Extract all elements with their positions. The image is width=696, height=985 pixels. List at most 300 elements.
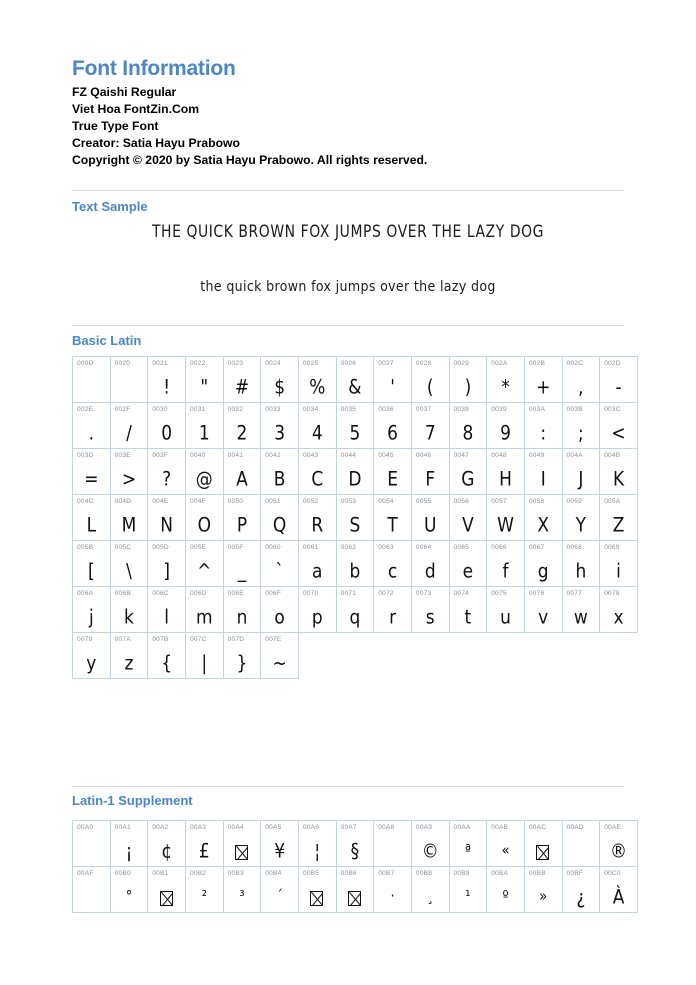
glyph-cell[interactable] — [261, 541, 299, 587]
glyph-cell[interactable] — [110, 541, 148, 587]
glyph-cell-empty — [600, 633, 638, 679]
glyph-cell[interactable] — [600, 867, 638, 913]
glyph-codepoint-label: 00A9 — [415, 824, 433, 831]
glyph-cell[interactable] — [336, 587, 374, 633]
glyph-codepoint-label: 006E — [227, 590, 244, 597]
glyph-preview: X — [537, 514, 550, 538]
glyph-cell[interactable] — [449, 403, 487, 449]
glyph-codepoint-label: 0067 — [528, 544, 545, 551]
glyph-cell[interactable] — [148, 495, 186, 541]
glyph-codepoint-label: 00C0 — [604, 870, 621, 877]
font-creator-line: Creator: Satia Hayu Prabowo — [72, 136, 240, 151]
glyph-cell[interactable] — [73, 633, 111, 679]
glyph-cell-empty — [411, 633, 449, 679]
glyph-preview: # — [234, 376, 250, 400]
glyph-cell[interactable] — [600, 821, 638, 867]
glyph-cell[interactable] — [298, 587, 336, 633]
glyph-cell[interactable] — [223, 867, 261, 913]
glyph-cell[interactable] — [411, 587, 449, 633]
glyph-cell[interactable] — [110, 449, 148, 495]
glyph-codepoint-label: 006D — [189, 590, 207, 597]
glyph-preview: " — [200, 376, 209, 400]
glyph-cell[interactable] — [73, 449, 111, 495]
glyph-cell[interactable] — [487, 403, 525, 449]
glyph-cell[interactable] — [562, 403, 600, 449]
glyph-cell[interactable] — [223, 821, 261, 867]
glyph-cell[interactable] — [562, 541, 600, 587]
glyph-codepoint-label: 0041 — [227, 452, 244, 459]
glyph-cell[interactable] — [73, 357, 111, 403]
glyph-codepoint-label: 00A6 — [302, 824, 320, 831]
glyph-cell[interactable] — [298, 357, 336, 403]
glyph-codepoint-label: 007E — [265, 636, 282, 643]
glyph-cell[interactable] — [374, 495, 412, 541]
glyph-preview: Q — [272, 514, 287, 538]
glyph-cell[interactable] — [524, 821, 562, 867]
glyph-preview: / — [126, 422, 132, 446]
glyph-cell[interactable] — [110, 403, 148, 449]
glyph-cell[interactable] — [148, 357, 186, 403]
glyph-preview: w — [573, 606, 588, 630]
glyph-codepoint-label: 0023 — [227, 360, 244, 367]
glyph-codepoint-label: 00B9 — [453, 870, 470, 877]
glyph-cell[interactable] — [374, 821, 412, 867]
glyph-cell[interactable] — [524, 403, 562, 449]
glyph-cell[interactable] — [336, 495, 374, 541]
glyph-cell[interactable] — [261, 633, 299, 679]
glyph-codepoint-label: 00BF — [566, 870, 584, 877]
glyph-cell[interactable] — [223, 357, 261, 403]
glyph-cell-empty — [298, 633, 336, 679]
glyph-codepoint-label: 00AC — [528, 824, 547, 831]
glyph-cell[interactable] — [562, 587, 600, 633]
glyph-cell[interactable] — [562, 449, 600, 495]
glyph-preview: · — [390, 888, 395, 906]
glyph-cell[interactable] — [411, 357, 449, 403]
glyph-codepoint-label: 002A — [491, 360, 508, 367]
glyph-cell[interactable] — [374, 541, 412, 587]
glyph-codepoint-label: 004C — [77, 498, 94, 505]
glyph-cell[interactable] — [298, 495, 336, 541]
glyph-cell[interactable] — [600, 403, 638, 449]
divider-basic-latin — [72, 325, 624, 326]
glyph-cell[interactable] — [487, 867, 525, 913]
glyph-table-latin1-supplement — [72, 820, 638, 913]
glyph-preview: º — [502, 888, 509, 906]
glyph-preview: y — [86, 652, 97, 676]
glyph-preview: ® — [610, 840, 628, 864]
glyph-cell[interactable] — [223, 449, 261, 495]
missing-glyph-icon — [310, 891, 323, 906]
glyph-preview: q — [349, 606, 361, 630]
glyph-table-row — [73, 867, 638, 913]
glyph-cell[interactable] — [110, 357, 148, 403]
glyph-codepoint-label: 004A — [566, 452, 583, 459]
glyph-cell[interactable] — [110, 495, 148, 541]
glyph-cell[interactable] — [298, 449, 336, 495]
glyph-cell[interactable] — [411, 867, 449, 913]
glyph-codepoint-label: 005B — [77, 544, 94, 551]
glyph-preview: H — [499, 468, 512, 492]
glyph-codepoint-label: 007D — [227, 636, 245, 643]
glyph-preview: * — [501, 376, 510, 400]
glyph-cell[interactable] — [73, 403, 111, 449]
glyph-cell[interactable] — [261, 403, 299, 449]
glyph-cell[interactable] — [449, 867, 487, 913]
glyph-codepoint-label: 00B3 — [227, 870, 244, 877]
glyph-cell[interactable] — [185, 587, 223, 633]
glyph-preview: p — [311, 606, 323, 630]
glyph-cell[interactable] — [73, 867, 111, 913]
glyph-cell[interactable] — [336, 867, 374, 913]
glyph-codepoint-label: 0047 — [453, 452, 470, 459]
glyph-cell[interactable] — [298, 403, 336, 449]
glyph-codepoint-label: 00A2 — [152, 824, 169, 831]
glyph-preview: § — [350, 840, 360, 864]
glyph-preview: 6 — [387, 422, 398, 446]
missing-glyph-icon — [348, 891, 361, 906]
glyph-cell[interactable] — [261, 357, 299, 403]
glyph-preview: Y — [575, 514, 587, 538]
glyph-cell[interactable] — [336, 821, 374, 867]
glyph-cell[interactable] — [487, 495, 525, 541]
glyph-preview: U — [424, 514, 437, 538]
glyph-cell[interactable] — [600, 541, 638, 587]
glyph-preview: { — [161, 652, 173, 676]
glyph-cell[interactable] — [411, 541, 449, 587]
glyph-cell[interactable] — [110, 587, 148, 633]
glyph-codepoint-label: 00B6 — [340, 870, 357, 877]
glyph-cell[interactable] — [223, 633, 261, 679]
glyph-preview: £ — [198, 840, 210, 864]
glyph-preview: B — [273, 468, 286, 492]
font-copyright-line: Copyright © 2020 by Satia Hayu Prabowo. All rights reserved. — [72, 153, 428, 168]
glyph-preview: S — [349, 514, 361, 538]
glyph-codepoint-label: 00B2 — [189, 870, 207, 877]
glyph-codepoint-label: 003A — [528, 406, 546, 413]
glyph-cell[interactable] — [600, 587, 638, 633]
glyph-cell[interactable] — [185, 449, 223, 495]
glyph-cell[interactable] — [261, 821, 299, 867]
glyph-cell[interactable] — [600, 357, 638, 403]
glyph-preview: G — [461, 468, 475, 492]
glyph-codepoint-label: 002F — [114, 406, 131, 413]
glyph-preview: z — [124, 652, 134, 676]
glyph-preview: ( — [426, 376, 434, 400]
glyph-cell[interactable] — [185, 357, 223, 403]
glyph-preview: 3 — [274, 422, 286, 446]
missing-glyph-icon — [160, 891, 173, 906]
glyph-preview: 1 — [198, 422, 210, 446]
glyph-preview: > — [121, 468, 137, 492]
glyph-cell[interactable] — [449, 541, 487, 587]
glyph-cell[interactable] — [374, 587, 412, 633]
glyph-preview: À — [612, 886, 625, 910]
glyph-cell[interactable] — [411, 449, 449, 495]
glyph-cell[interactable] — [223, 495, 261, 541]
glyph-cell[interactable] — [449, 449, 487, 495]
divider-text-sample — [72, 190, 624, 191]
glyph-cell[interactable] — [336, 357, 374, 403]
glyph-preview: @ — [195, 468, 213, 492]
glyph-cell[interactable] — [185, 403, 223, 449]
glyph-cell[interactable] — [374, 357, 412, 403]
glyph-codepoint-label: 005A — [604, 498, 621, 505]
glyph-codepoint-label: 00A4 — [227, 824, 244, 831]
glyph-preview: e — [462, 560, 474, 584]
glyph-codepoint-label: 0075 — [491, 590, 507, 597]
glyph-codepoint-label: 004F — [189, 498, 206, 505]
glyph-cell[interactable] — [148, 587, 186, 633]
glyph-cell[interactable] — [185, 867, 223, 913]
glyph-codepoint-label: 000D — [77, 360, 94, 367]
glyph-preview: _ — [237, 560, 247, 584]
glyph-codepoint-label: 0026 — [340, 360, 357, 367]
glyph-codepoint-label: 0051 — [265, 498, 281, 505]
glyph-preview: P — [236, 514, 248, 538]
glyph-codepoint-label: 0068 — [566, 544, 582, 551]
glyph-cell[interactable] — [449, 495, 487, 541]
glyph-cell[interactable] — [449, 821, 487, 867]
glyph-cell[interactable] — [148, 449, 186, 495]
glyph-cell[interactable] — [148, 867, 186, 913]
glyph-preview: i — [616, 560, 621, 584]
glyph-cell[interactable] — [336, 403, 374, 449]
glyph-preview: | — [201, 652, 208, 676]
glyph-codepoint-label: 005F — [227, 544, 244, 551]
glyph-table-row — [73, 541, 638, 587]
glyph-cell[interactable] — [562, 867, 600, 913]
glyph-cell[interactable] — [600, 449, 638, 495]
glyph-codepoint-label: 0032 — [227, 406, 244, 413]
glyph-codepoint-label: 00A8 — [378, 824, 395, 831]
glyph-cell[interactable] — [185, 541, 223, 587]
glyph-codepoint-label: 00A7 — [340, 824, 357, 831]
glyph-cell[interactable] — [600, 495, 638, 541]
glyph-cell[interactable] — [261, 449, 299, 495]
glyph-codepoint-label: 0040 — [189, 452, 206, 459]
glyph-preview: n — [236, 606, 248, 630]
glyph-codepoint-label: 0046 — [415, 452, 432, 459]
glyph-cell[interactable] — [374, 867, 412, 913]
glyph-codepoint-label: 00A1 — [114, 824, 131, 831]
glyph-cell[interactable] — [148, 821, 186, 867]
glyph-cell[interactable] — [73, 541, 111, 587]
glyph-table-row — [73, 633, 638, 679]
glyph-cell[interactable] — [411, 821, 449, 867]
glyph-codepoint-label: 00B0 — [114, 870, 131, 877]
glyph-codepoint-label: 00A0 — [77, 824, 94, 831]
glyph-codepoint-label: 0062 — [340, 544, 357, 551]
glyph-codepoint-label: 002E — [77, 406, 94, 413]
glyph-cell[interactable] — [411, 495, 449, 541]
glyph-cell[interactable] — [185, 495, 223, 541]
glyph-codepoint-label: 0078 — [604, 590, 620, 597]
glyph-preview: M — [121, 514, 137, 538]
glyph-table-row — [73, 587, 638, 633]
glyph-codepoint-label: 0074 — [453, 590, 470, 597]
glyph-cell[interactable] — [73, 495, 111, 541]
glyph-preview: h — [575, 560, 587, 584]
glyph-cell[interactable] — [148, 403, 186, 449]
glyph-cell[interactable] — [298, 541, 336, 587]
glyph-preview: F — [425, 468, 436, 492]
glyph-cell[interactable] — [261, 867, 299, 913]
glyph-preview: a — [312, 560, 323, 584]
glyph-codepoint-label: 00B7 — [378, 870, 395, 877]
glyph-codepoint-label: 0063 — [378, 544, 394, 551]
glyph-codepoint-label: 00AB — [491, 824, 509, 831]
glyph-cell[interactable] — [562, 357, 600, 403]
glyph-cell[interactable] — [336, 541, 374, 587]
glyph-cell[interactable] — [261, 495, 299, 541]
glyph-codepoint-label: 005C — [114, 544, 132, 551]
glyph-preview: j — [88, 606, 94, 630]
glyph-cell[interactable] — [374, 403, 412, 449]
glyph-cell[interactable] — [223, 403, 261, 449]
glyph-preview: [ — [88, 560, 95, 584]
glyph-preview: ) — [464, 376, 472, 400]
glyph-preview: ² — [201, 888, 207, 906]
glyph-cell[interactable] — [73, 821, 111, 867]
glyph-codepoint-label: 0037 — [415, 406, 432, 413]
glyph-codepoint-label: 0079 — [77, 636, 93, 643]
glyph-preview: N — [160, 514, 173, 538]
glyph-preview: I — [540, 468, 546, 492]
glyph-cell[interactable] — [148, 541, 186, 587]
glyph-preview: » — [539, 888, 548, 906]
glyph-preview: 4 — [311, 422, 323, 446]
glyph-cell[interactable] — [562, 495, 600, 541]
font-name-line: FZ Qaishi Regular — [72, 85, 177, 99]
glyph-cell[interactable] — [524, 449, 562, 495]
glyph-codepoint-label: 003D — [77, 452, 94, 459]
glyph-codepoint-label: 0025 — [302, 360, 319, 367]
glyph-cell[interactable] — [298, 867, 336, 913]
glyph-codepoint-label: 006A — [77, 590, 94, 597]
glyph-codepoint-label: 004B — [604, 452, 621, 459]
glyph-preview: & — [348, 376, 362, 400]
glyph-cell[interactable] — [374, 449, 412, 495]
glyph-cell[interactable] — [261, 587, 299, 633]
glyph-codepoint-label: 00B1 — [152, 870, 169, 877]
glyph-codepoint-label: 0027 — [378, 360, 394, 367]
glyph-preview: R — [311, 514, 324, 538]
glyph-cell[interactable] — [449, 587, 487, 633]
glyph-preview: v — [538, 606, 549, 630]
glyph-codepoint-label: 0038 — [453, 406, 470, 413]
glyph-preview: ! — [163, 376, 171, 400]
glyph-preview: d — [424, 560, 436, 584]
glyph-cell[interactable] — [449, 357, 487, 403]
glyph-cell[interactable] — [336, 449, 374, 495]
glyph-cell[interactable] — [524, 541, 562, 587]
glyph-codepoint-label: 0077 — [566, 590, 582, 597]
glyph-preview: : — [540, 422, 547, 446]
glyph-preview: o — [274, 606, 285, 630]
glyph-cell[interactable] — [185, 633, 223, 679]
glyph-codepoint-label: 00AE — [604, 824, 622, 831]
glyph-codepoint-label: 0028 — [415, 360, 432, 367]
glyph-codepoint-label: 0070 — [302, 590, 319, 597]
glyph-preview: ¿ — [576, 886, 586, 910]
glyph-preview: ' — [390, 376, 395, 400]
glyph-codepoint-label: 0073 — [415, 590, 432, 597]
glyph-codepoint-label: 0036 — [378, 406, 394, 413]
glyph-cell[interactable] — [524, 357, 562, 403]
glyph-codepoint-label: 0024 — [265, 360, 281, 367]
glyph-cell[interactable] — [110, 633, 148, 679]
glyph-preview: l — [164, 606, 169, 630]
glyph-codepoint-label: 0042 — [265, 452, 281, 459]
section-heading-text-sample: Text Sample — [72, 199, 148, 214]
font-type-line: True Type Font — [72, 119, 159, 134]
glyph-cell[interactable] — [73, 587, 111, 633]
glyph-cell[interactable] — [298, 821, 336, 867]
glyph-preview: ¸ — [426, 888, 434, 906]
glyph-cell[interactable] — [487, 449, 525, 495]
divider-latin1-supplement — [72, 786, 624, 787]
glyph-cell-empty — [487, 633, 525, 679]
glyph-preview: ¡ — [125, 840, 133, 864]
glyph-preview: % — [309, 376, 326, 400]
page-title: Font Information — [72, 57, 236, 80]
glyph-codepoint-label: 0021 — [152, 360, 168, 367]
glyph-cell[interactable] — [524, 587, 562, 633]
glyph-codepoint-label: 00A5 — [265, 824, 282, 831]
glyph-preview: ? — [162, 468, 172, 492]
glyph-cell[interactable] — [148, 633, 186, 679]
glyph-cell[interactable] — [487, 357, 525, 403]
glyph-cell[interactable] — [411, 403, 449, 449]
glyph-preview: 0 — [161, 422, 173, 446]
glyph-cell[interactable] — [110, 867, 148, 913]
glyph-cell[interactable] — [562, 821, 600, 867]
glyph-codepoint-label: 0053 — [340, 498, 357, 505]
section-heading-latin1-supplement: Latin-1 Supplement — [72, 793, 193, 808]
glyph-codepoint-label: 0034 — [302, 406, 319, 413]
glyph-codepoint-label: 0076 — [528, 590, 545, 597]
glyph-cell-empty — [449, 633, 487, 679]
glyph-codepoint-label: 0029 — [453, 360, 470, 367]
glyph-table-row — [73, 449, 638, 495]
glyph-cell[interactable] — [487, 587, 525, 633]
glyph-cell[interactable] — [185, 821, 223, 867]
glyph-cell[interactable] — [110, 821, 148, 867]
glyph-cell[interactable] — [223, 541, 261, 587]
glyph-codepoint-label: 0060 — [265, 544, 281, 551]
glyph-preview: ¦ — [314, 840, 321, 864]
glyph-cell[interactable] — [487, 541, 525, 587]
glyph-codepoint-label: 00AA — [453, 824, 471, 831]
glyph-table-row — [73, 403, 638, 449]
glyph-cell[interactable] — [524, 495, 562, 541]
glyph-codepoint-label: 002B — [528, 360, 546, 367]
glyph-preview: + — [536, 376, 551, 400]
glyph-preview: T — [387, 514, 398, 538]
glyph-cell[interactable] — [524, 867, 562, 913]
glyph-cell-empty — [524, 633, 562, 679]
glyph-cell[interactable] — [487, 821, 525, 867]
glyph-codepoint-label: 002C — [566, 360, 584, 367]
glyph-codepoint-label: 0066 — [491, 544, 507, 551]
glyph-preview: \ — [126, 560, 132, 584]
glyph-preview: ` — [275, 560, 284, 584]
glyph-codepoint-label: 0061 — [302, 544, 319, 551]
glyph-codepoint-label: 006B — [114, 590, 131, 597]
glyph-cell[interactable] — [223, 587, 261, 633]
glyph-codepoint-label: 0050 — [227, 498, 244, 505]
